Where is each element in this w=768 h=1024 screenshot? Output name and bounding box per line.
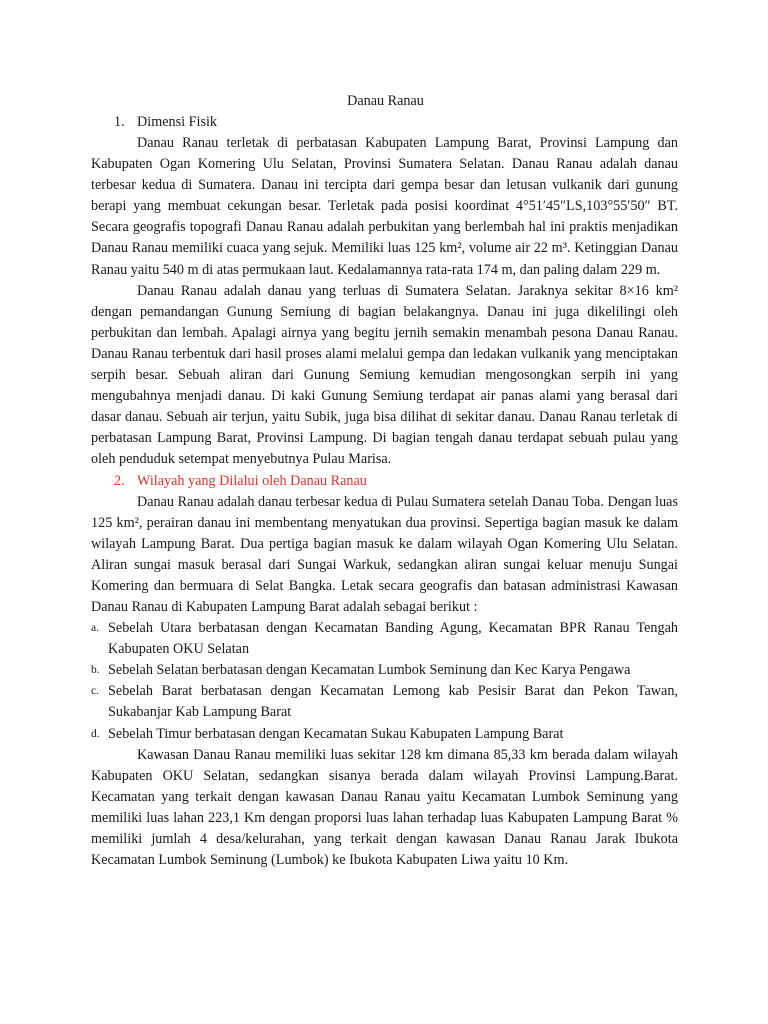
list-item-text: Sebelah Utara berbatasan dengan Kecamatan Banding Agung, Kecamatan BPR Ranau Tengah Kabupaten OKU Selatan [108, 620, 678, 658]
section-1-paragraph-2: Danau Ranau adalah danau yang terluas di Sumatera Selatan. Jaraknya sekitar 8×16 km² dengan pemandangan Gunung Semiung di bagian belakangnya. Danau ini juga dikelilingi oleh perbukitan dan lembah. Apalagi airnya yang begitu jernih semakin menambah pesona Danau Ranau. Danau Ranau terbentuk dari hasil proses alami melalui gempa dan ledakan vulkanik yang menciptakan serpih besar. Sebuah aliran dari Gunung Semiung kemudian mengosongkan serpih ini yang mengubahnya menjadi danau. Di kaki Gunung Semiung terdapat air panas alami yang berasal dari dasar danau. Sebuah air terjun, yaitu Subik, juga bisa dilihat di sekitar danau. Danau Ranau terletak di perbatasan Lampung Barat, Provinsi Lampung. Di bagian tengah danau terdapat sebuah pulau yang oleh penduduk setempat menyebutnya Pulau Marisa. [91, 282, 678, 468]
section-1-title: Dimensi Fisik [137, 114, 218, 130]
list-item [91, 681, 678, 723]
boundary-list [91, 618, 678, 745]
section-1-heading [91, 112, 678, 133]
list-item [91, 660, 678, 681]
section-2-number: 2. [114, 472, 125, 489]
list-marker: a. [91, 622, 99, 635]
list-item-text: Sebelah Barat berbatasan dengan Kecamatan Lemong kab Pesisir Barat dan Pekon Tawan, Sukabanjar Kab Lampung Barat [108, 683, 678, 721]
list-item-text: Sebelah Timur berbatasan dengan Kecamatan Sukau Kabupaten Lampung Barat [108, 725, 564, 742]
section-1-number: 1. [114, 114, 125, 130]
section-2-closing: Kawasan Danau Ranau memiliki luas sekitar 128 km dimana 85,33 km berada dalam wilayah Kabupaten OKU Selatan, sedangkan sisanya berada dalam wilayah Provinsi Lampung.Barat. Kecamatan yang terkait dengan kawasan Danau Ranau yaitu Kecamatan Lumbok Seminung yang memiliki luas lahan 223,1 Km dengan proporsi luas lahan terhadap luas Kabupaten Lampung Barat % memiliki jumlah 4 desa/kelurahan, yang terkait dengan kawasan Danau Ranau Jarak Ibukota Kecamatan Lumbok Seminung (Lumbok) ke Ibukota Kabupaten Liwa yaitu 10 Km. [91, 746, 678, 869]
list-item [91, 618, 678, 660]
list-item-text: Sebelah Selatan berbatasan dengan Kecamatan Lumbok Seminung dan Kec Karya Pengawa [108, 662, 631, 679]
section-2-title: Wilayah yang Dilalui oleh Danau Ranau [137, 472, 367, 489]
list-marker: d. [91, 727, 100, 740]
list-marker: c. [91, 685, 99, 698]
list-marker: b. [91, 664, 100, 677]
section-2-intro: Danau Ranau adalah danau terbesar kedua di Pulau Sumatera setelah Danau Toba. Dengan luas 125 km², perairan danau ini membentang menyatukan dua provinsi. Sepertiga bagian masuk ke dalam wilayah Lampung Barat. Dua pertiga bagian masuk ke dalam wilayah Ogan Komering Ulu Selatan. Aliran sungai masuk berasal dari Sungai Warkuk, sedangkan aliran sungai keluar menuju Sungai Komering dan bermuara di Selat Bangka. Letak secara geografis dan batasan administrasi Kawasan Danau Ranau di Kabupaten Lampung Barat adalah sebagai berikut : [91, 493, 678, 615]
section-2-heading [91, 471, 678, 492]
list-item [91, 724, 678, 745]
document-title: Danau Ranau [347, 93, 424, 109]
section-1-paragraph-1: Danau Ranau terletak di perbatasan Kabupaten Lampung Barat, Provinsi Lampung dan Kabupaten Ogan Komering Ulu Selatan, Provinsi Sumatera Selatan. Danau Ranau adalah danau terbesar kedua di Sumatera. Danau ini tercipta dari gempa besar dan letusan vulkanik dari gunung berapi yang membuat cekungan besar. Terletak pada posisi koordinat 4°51′45″LS,103°55′50″ BT. Secara geografis topografi Danau Ranau adalah perbukitan yang berlembah hal ini praktis menjadikan Danau Ranau memiliki cuaca yang sejuk. Memiliki luas 125 km², volume air 22 m³. Ketinggian Danau Ranau yaitu 540 m di atas permukaan laut. Kedalamannya rata-rata 174 m, dan paling dalam 229 m. [91, 135, 678, 278]
document-page [91, 91, 678, 871]
